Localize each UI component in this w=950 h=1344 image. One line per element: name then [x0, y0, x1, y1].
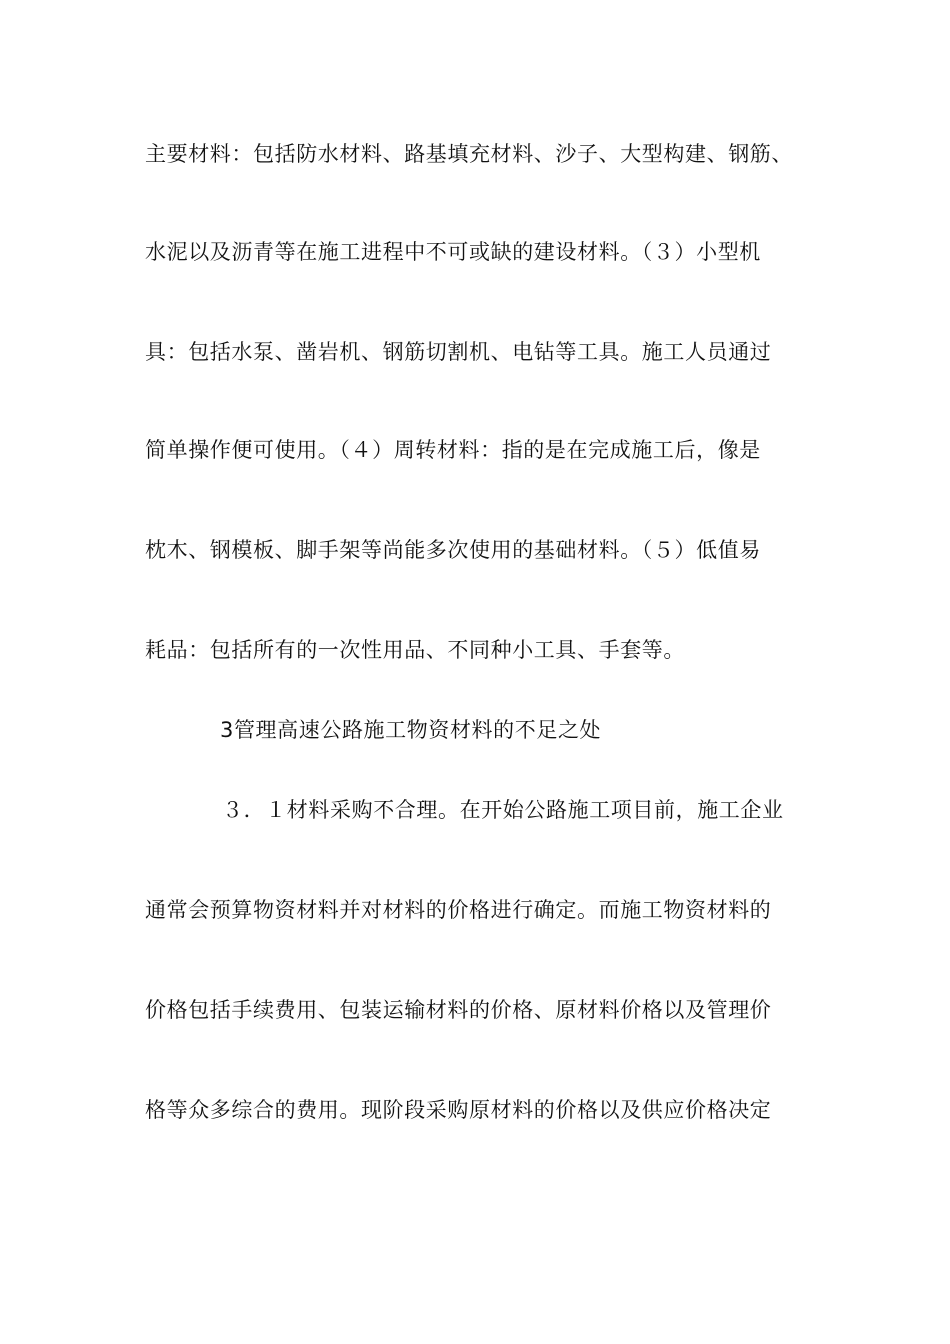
body-text-line: 枕木、钢模板、脚手架等尚能多次使用的基础材料。（５）低值易 [145, 538, 761, 562]
body-text-line: 主要材料：包括防水材料、路基填充材料、沙子、大型构建、钢筋、 [145, 142, 793, 166]
section-heading: 3管理高速公路施工物资材料的不足之处 [220, 718, 602, 742]
body-text-line: 价格包括手续费用、包装运输材料的价格、原材料价格以及管理价 [145, 998, 772, 1022]
body-text-line: 水泥以及沥青等在施工进程中不可或缺的建设材料。（３）小型机 [145, 240, 761, 264]
body-text-line: 具：包括水泵、凿岩机、钢筋切割机、电钻等工具。施工人员通过 [145, 340, 772, 364]
body-text-line: 耗品：包括所有的一次性用品、不同种小工具、手套等。 [145, 638, 685, 662]
paragraph-first-line: ３．１材料采购不合理。在开始公路施工项目前，施工企业 [222, 798, 784, 822]
body-text-line: 简单操作便可使用。（４）周转材料：指的是在完成施工后，像是 [145, 438, 761, 462]
body-text-line: 通常会预算物资材料并对材料的价格进行确定。而施工物资材料的 [145, 898, 772, 922]
body-text-line: 格等众多综合的费用。现阶段采购原材料的价格以及供应价格决定 [145, 1098, 772, 1122]
